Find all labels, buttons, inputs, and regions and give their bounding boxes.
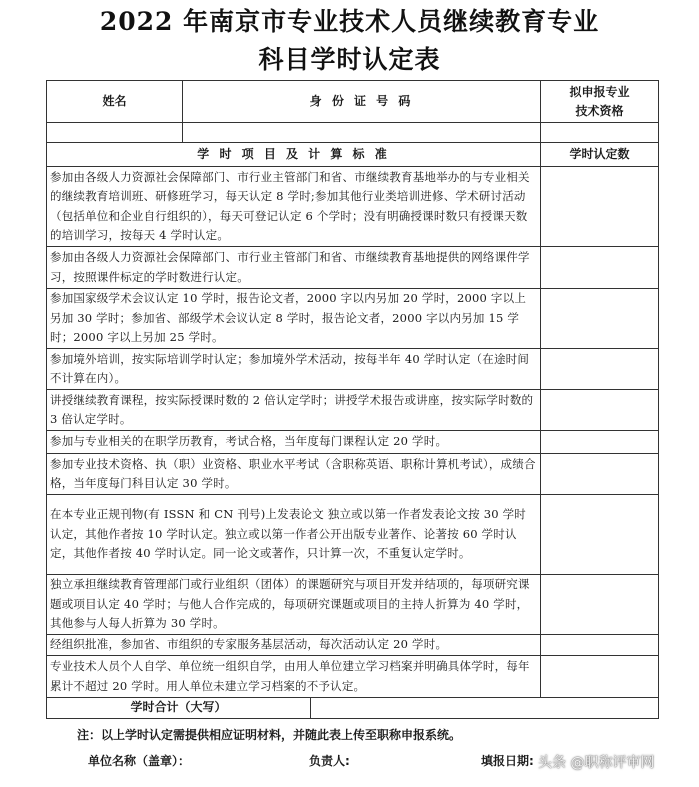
- responsible-person-label: 负责人:: [309, 754, 350, 768]
- item-text: 参加境外培训，按实际培训学时认定；参加境外学术活动，按每半年 40 学时认定（在途时间不计算在内）。: [47, 349, 541, 390]
- hours-field[interactable]: [541, 431, 659, 454]
- hours-field[interactable]: [541, 656, 659, 698]
- hours-certification-table: [46, 80, 659, 719]
- items-header: 学 时 项 目 及 计 算 标 准: [47, 143, 541, 167]
- item-text: 参加与专业相关的在职学历教育，考试合格，当年度每门课程认定 20 学时。: [47, 431, 541, 454]
- item-text: 专业技术人员个人自学、单位统一组织自学，由用人单位建立学习档案并明确具体学时，每年累计不超过 20 学时。用人单位未建立学习档案的不予认定。: [47, 656, 541, 698]
- footer-note: 注：以上学时认定需提供相应证明材料，并随此表上传至职称申报系统。: [77, 728, 462, 742]
- hours-field[interactable]: [541, 390, 659, 431]
- hours-field[interactable]: [541, 289, 659, 349]
- hours-field[interactable]: [541, 167, 659, 247]
- item-text: 参加由各级人力资源社会保障部门、市行业主管部门和省、市继续教育基地提供的网络课件学习，按照课件标定的学时数进行认定。: [47, 247, 541, 289]
- item-text: 参加专业技术资格、执（职）业资格、职业水平考试（含职称英语、职称计算机考试），成绩合格，当年度每门科目认定 30 学时。: [47, 454, 541, 495]
- item-row: [47, 390, 659, 431]
- item-row: [47, 495, 659, 575]
- total-label: 学时合计（大写）: [47, 698, 311, 719]
- watermark: [538, 752, 654, 772]
- item-row: [47, 247, 659, 289]
- hours-header: 学时认定数: [541, 143, 659, 167]
- item-row: [47, 349, 659, 390]
- item-row: [47, 635, 659, 656]
- id-number-field[interactable]: [183, 123, 541, 143]
- total-row: [47, 698, 659, 719]
- fill-date-label: 填报日期:: [481, 754, 534, 768]
- hours-field[interactable]: [541, 575, 659, 635]
- name-field[interactable]: [47, 123, 183, 143]
- hours-field[interactable]: [541, 349, 659, 390]
- applicant-info-row: [47, 123, 659, 143]
- item-row: [47, 575, 659, 635]
- hours-field[interactable]: [541, 454, 659, 495]
- qualification-field[interactable]: [541, 123, 659, 143]
- item-text: 参加国家级学术会议认定 10 学时，报告论文者，2000 字以内另加 20 学时，2000 字以上另加 30 学时；参加省、部级学术会议认定 8 学时，报告论文者，2000 字以内另加 15 学时；2000 字以上另加 25 学时。: [47, 289, 541, 349]
- item-text: 经组织批准，参加省、市组织的专家服务基层活动，每次活动认定 20 学时。: [47, 635, 541, 656]
- item-row: [47, 454, 659, 495]
- item-row: [47, 431, 659, 454]
- item-row: [47, 167, 659, 247]
- hours-field[interactable]: [541, 635, 659, 656]
- item-row: [47, 656, 659, 698]
- hours-field[interactable]: [541, 495, 659, 575]
- qualification-header-line2: 技术资格: [575, 103, 624, 118]
- qualification-header-line1: 拟申报专业: [569, 84, 630, 99]
- hours-field[interactable]: [541, 247, 659, 289]
- item-text: 参加由各级人力资源社会保障部门、市行业主管部门和省、市继续教育基地举办的与专业相关的继续教育培训班、研修班学习，每天认定 8 学时;参加其他行业类培训进修、学术研讨活动（包括单位和企业自行组织的），每天可登记认定 6 个学时；没有明确授课时数只有授课天数的培训学习，按每天 4 学时认定。: [47, 167, 541, 247]
- item-row: [47, 289, 659, 349]
- qualification-header: [541, 81, 659, 123]
- document-title-line1: 2022 年南京市专业技术人员继续教育专业: [99, 7, 600, 36]
- watermark-text: 头条 @职称评审网: [538, 755, 655, 771]
- item-text: 在本专业正规刊物(有 ISSN 和 CN 刊号)上发表论文 独立或以第一作者发表论文按 30 学时认定，其他作者按 10 学时认定。独立或以第一作者公开出版专业著作、论著按 60 学时认定，其他作者按 40 学时认定。同一论文或著作，只计算一次，不重复认定学时。: [47, 495, 541, 575]
- name-header: 姓名: [47, 81, 183, 123]
- unit-name-label: 单位名称（盖章）：: [88, 754, 191, 768]
- header-row: [47, 81, 659, 123]
- document-title-line2: 科目学时认定表: [258, 45, 441, 74]
- item-text: 讲授继续教育课程，按实际授课时数的 2 倍认定学时；讲授学术报告或讲座，按实际学时数的 3 倍认定学时。: [47, 390, 541, 431]
- total-hours-field[interactable]: [311, 698, 659, 719]
- section-header-row: [47, 143, 659, 167]
- id-number-header: 身 份 证 号 码: [183, 81, 541, 123]
- item-text: 独立承担继续教育管理部门或行业组织（团体）的课题研究与项目开发并结项的，每项研究课题或项目认定 40 学时；与他人合作完成的，每项研究课题或项目的主持人折算为 40 学时，其他参与人每人折算为 30 学时。: [47, 575, 541, 635]
